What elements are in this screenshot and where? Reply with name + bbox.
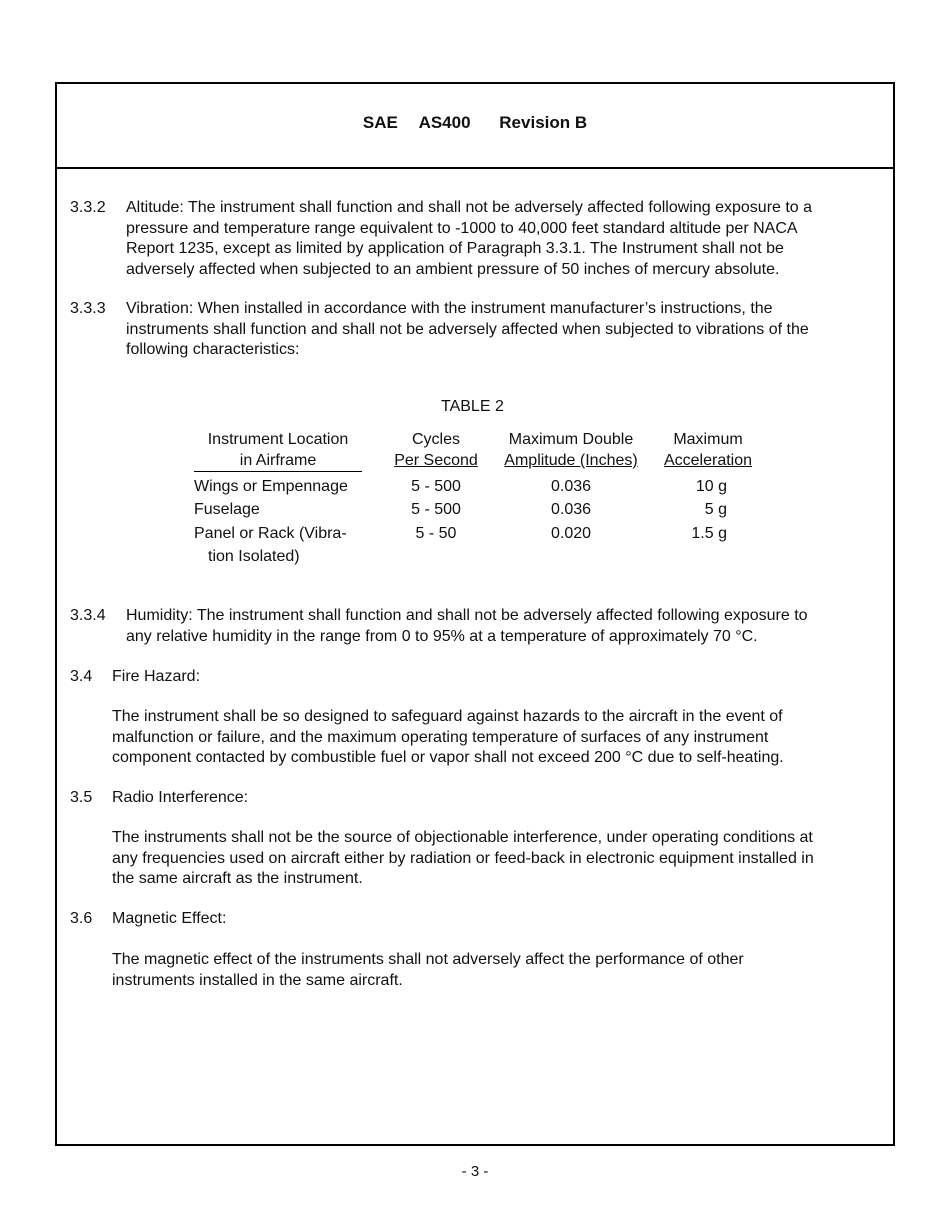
table-cell-location: Fuselage (194, 501, 260, 518)
table-cell-location: Wings or Empennage (194, 478, 348, 495)
table-cell-amplitude: 0.020 (550, 525, 592, 542)
table-cell-amplitude: 0.036 (550, 501, 592, 518)
column-header-cycles (390, 429, 482, 471)
table-cell-location: Panel or Rack (Vibra- (194, 525, 347, 542)
section-number: 3.5 (70, 789, 93, 806)
section-body (126, 606, 808, 647)
header-line: Acceleration (663, 452, 753, 469)
column-header-location (194, 429, 362, 472)
text-line: Report 1235, except as limited by application of Paragraph 3.3.1. The Instrument shall not be (126, 240, 784, 257)
text-line: The instrument shall be so designed to safeguard against hazards to the aircraft in the event of (112, 708, 783, 725)
section-heading: Magnetic Effect: (112, 910, 227, 927)
header-line: Cycles (411, 431, 460, 448)
text-line: the same aircraft as the instrument. (112, 870, 363, 887)
section-body (126, 198, 812, 280)
section-body (112, 828, 814, 890)
table-cell-acceleration: 1.5 g (691, 525, 727, 542)
text-line: any relative humidity in the range from 0 to 95% at a temperature of approximately 70 °C. (126, 627, 758, 645)
section-number: 3.6 (70, 910, 93, 927)
header-line: Maximum (673, 431, 743, 448)
header-line: Maximum Double (508, 431, 634, 448)
section-body (112, 950, 744, 991)
section-body (126, 299, 809, 361)
header-line: Instrument Location (207, 431, 349, 448)
section-number: 3.3.4 (70, 607, 106, 624)
text-line: malfunction or failure, and the maximum operating temperature of surfaces of any instrument (112, 728, 769, 746)
section-heading: Radio Interference: (112, 789, 249, 806)
document-header (57, 84, 893, 169)
document-title (57, 113, 893, 133)
section-number: 3.4 (70, 668, 93, 685)
page-number: - 3 - (461, 1163, 489, 1180)
text-line: The instruments shall not be the source of objectionable interference, under operating conditions at (112, 829, 813, 846)
section-number: 3.3.3 (70, 300, 106, 317)
title-org: SAE (362, 113, 398, 132)
text-line: instruments shall function and shall not be adversely affected when subjected to vibrations of the (126, 320, 809, 338)
section-heading: Fire Hazard: (112, 668, 201, 685)
text-line: Humidity: The instrument shall function and shall not be adversely affected following exposure to (126, 607, 808, 624)
section-number: 3.3.2 (70, 199, 106, 216)
table-cell-acceleration: 10 g (695, 478, 727, 495)
table-caption: TABLE 2 (441, 398, 504, 415)
text-line: any frequencies used on aircraft either by radiation or feed-back in electronic equipment installed in (112, 849, 814, 867)
table-cell-acceleration: 5 g (704, 501, 727, 518)
text-line: Vibration: When installed in accordance with the instrument manufacturer’s instructions, the (126, 300, 773, 317)
column-header-amplitude (497, 429, 645, 471)
table-cell-cycles: 5 - 500 (411, 501, 461, 518)
text-line: component contacted by combustible fuel or vapor shall not exceed 200 °C due to self-heating. (112, 749, 784, 766)
title-doc-number: AS400 (418, 113, 471, 132)
header-line: in Airframe (194, 450, 362, 472)
header-line: Amplitude (Inches) (504, 452, 638, 469)
text-line: following characteristics: (126, 341, 300, 358)
text-line: pressure and temperature range equivalent to -1000 to 40,000 feet standard altitude per NACA (126, 219, 798, 237)
table-cell-amplitude: 0.036 (550, 478, 592, 495)
column-header-acceleration (658, 429, 758, 471)
section-body (112, 707, 784, 769)
text-line: instruments installed in the same aircraft. (112, 971, 403, 989)
table-cell-cycles: 5 - 500 (411, 478, 461, 495)
title-revision: Revision B (499, 113, 588, 132)
table-cell-location-continued: tion Isolated) (208, 548, 300, 565)
header-line: Per Second (394, 452, 478, 469)
table-cell-cycles: 5 - 50 (415, 525, 457, 542)
text-line: Altitude: The instrument shall function and shall not be adversely affected following exposure to a (126, 199, 813, 216)
text-line: adversely affected when subjected to an ambient pressure of 50 inches of mercury absolute. (126, 260, 780, 278)
text-line: The magnetic effect of the instruments shall not adversely affect the performance of other (112, 951, 744, 968)
